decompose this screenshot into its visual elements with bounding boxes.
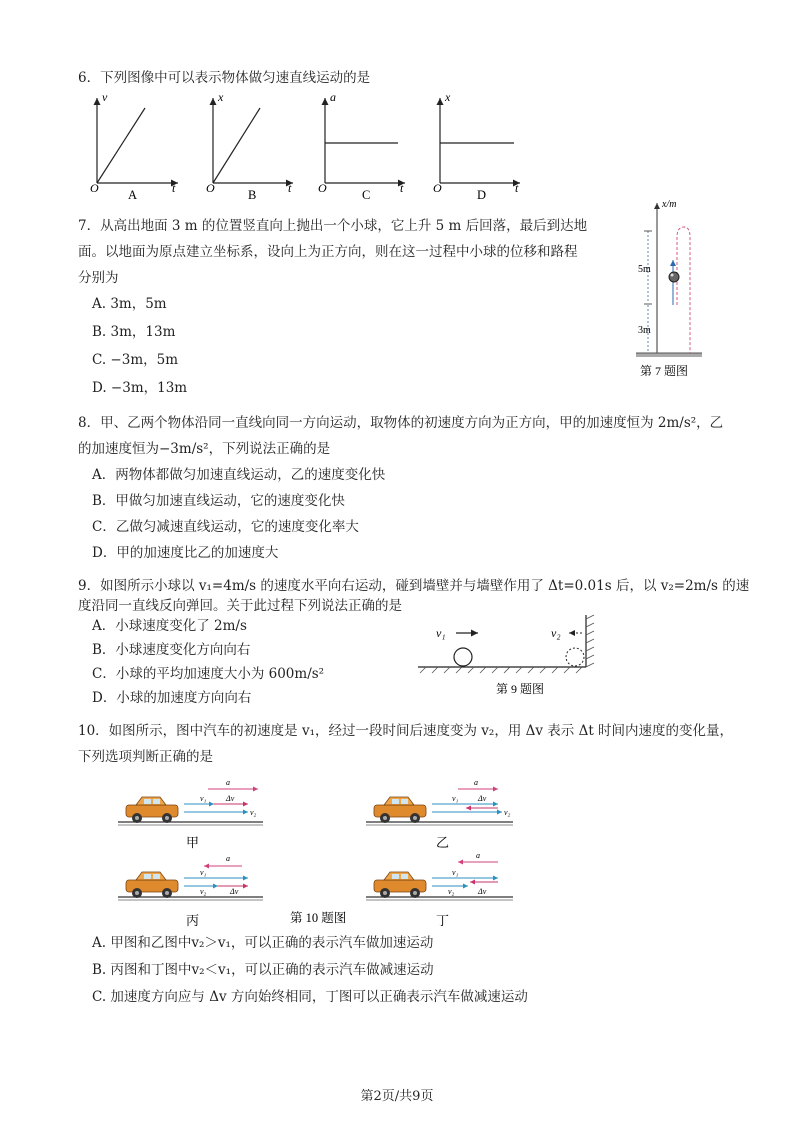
panel-bing xyxy=(118,854,263,928)
graph-c-xlabel: t xyxy=(400,181,404,195)
graph-b-xlabel: t xyxy=(288,181,292,195)
q7-caption: 第 7 题图 xyxy=(640,364,689,378)
graph-b-option: B xyxy=(248,188,257,202)
svg-text:v₂: v₂ xyxy=(504,808,511,817)
page-footer: 第2页/共9页 xyxy=(360,1089,434,1104)
q9-option-c: C．小球的平均加速度大小为 600m/s² xyxy=(92,666,325,682)
q10-line1: 10．如图所示，图中汽车的初速度是 v₁，经过一段时间后速度变为 v₂，用 Δv 表示 Δt 时间内速度的变化量， xyxy=(78,723,734,739)
q9-figure xyxy=(418,615,618,705)
graph-c-origin: O xyxy=(318,181,327,195)
graph-d-option: D xyxy=(477,188,487,202)
q7-option-c: C. −3m，5m xyxy=(92,352,179,368)
panel-bing-label: 丙 xyxy=(186,913,200,928)
q7-upper-label: 5m xyxy=(638,264,651,275)
q8-line1: 8．甲、乙两个物体沿同一直线向同一方向运动，取物体的初速度方向为正方向，甲的加速度恒为 2m/s²，乙 xyxy=(78,415,724,431)
graph-b-ylabel: x xyxy=(218,90,224,104)
graph-c-option: C xyxy=(362,188,371,202)
panel-ding xyxy=(366,851,513,928)
graph-b xyxy=(206,90,293,202)
q7-figure xyxy=(632,195,712,385)
q8-line2: 的加速度恒为−3m/s²，下列说法正确的是 xyxy=(78,441,331,457)
svg-text:Δv: Δv xyxy=(478,887,487,896)
q8-option-b: B．甲做匀加速直线运动，它的速度变化快 xyxy=(92,493,345,509)
q8-option-c: C．乙做匀减速直线运动，它的速度变化率大 xyxy=(92,519,359,535)
panel-jia-label: 甲 xyxy=(186,835,200,850)
graph-b-origin: O xyxy=(206,181,215,195)
graph-d-ylabel: x xyxy=(445,90,451,104)
q6-graphs xyxy=(0,88,794,208)
graph-a-xlabel: t xyxy=(172,181,176,195)
svg-text:Δv: Δv xyxy=(478,794,487,803)
q10-caption: 第 10 题图 xyxy=(290,911,347,925)
q9-option-a: A．小球速度变化了 2m/s xyxy=(92,618,247,634)
q7-line1: 7．从高出地面 3 m 的位置竖直向上抛出一个小球，它上升 5 m 后回落，最后到达地 xyxy=(78,218,588,234)
q10-line2: 下列选项判断正确的是 xyxy=(78,749,213,765)
svg-text:a: a xyxy=(474,778,478,787)
graph-d-xlabel: t xyxy=(515,181,519,195)
q9-option-d: D．小球的加速度方向向右 xyxy=(92,690,252,706)
svg-text:v₂: v₂ xyxy=(200,887,207,896)
svg-text:a: a xyxy=(226,854,230,863)
q10-option-c: C. 加速度方向应与 Δv 方向始终相同，丁图可以正确表示汽车做减速运动 xyxy=(92,989,528,1005)
svg-text:Δv: Δv xyxy=(230,887,239,896)
svg-text:v₁: v₁ xyxy=(452,868,459,877)
graph-c xyxy=(318,90,405,202)
q9-line2: 度沿同一直线反向弹回。关于此过程下列说法正确的是 xyxy=(78,598,402,614)
q10-figure xyxy=(118,770,538,930)
graph-c-ylabel: a xyxy=(330,90,336,104)
q9-option-b: B．小球速度变化方向向右 xyxy=(92,642,251,658)
q7-line2: 面。以地面为原点建立坐标系，设向上为正方向，则在这一过程中小球的位移和路程 xyxy=(78,244,578,260)
graph-a-ylabel: v xyxy=(102,90,108,104)
svg-text:v₁: v₁ xyxy=(200,868,207,877)
q7-option-b: B. 3m，13m xyxy=(92,324,176,340)
q8-option-a: A．两物体都做匀加速直线运动，乙的速度变化快 xyxy=(92,467,386,483)
svg-text:v₂: v₂ xyxy=(448,887,455,896)
q10-option-b: B. 丙图和丁图中v₂＜v₁，可以正确的表示汽车做减速运动 xyxy=(92,962,434,978)
q7-option-d: D. −3m，13m xyxy=(92,380,188,396)
svg-text:v₁: v₁ xyxy=(200,794,207,803)
q10-option-a: A. 甲图和乙图中v₂＞v₁，可以正确的表示汽车做加速运动 xyxy=(92,935,434,951)
panel-jia xyxy=(118,778,263,850)
q9-line1: 9．如图所示小球以 v₁=4m/s 的速度水平向右运动，碰到墙壁并与墙壁作用了 Δt=0.01s 后，以 v₂=2m/s 的速 xyxy=(78,578,750,594)
q8-option-d: D．甲的加速度比乙的加速度大 xyxy=(92,545,279,561)
graph-a xyxy=(90,90,178,202)
q9-v1-label: v₁ xyxy=(436,626,446,640)
panel-yi-label: 乙 xyxy=(436,835,450,850)
q9-v2-label: v₂ xyxy=(551,626,561,640)
panel-ding-label: 丁 xyxy=(436,913,450,928)
svg-text:v₁: v₁ xyxy=(452,794,459,803)
graph-d-origin: O xyxy=(433,181,442,195)
q7-lower-label: 3m xyxy=(638,325,651,336)
svg-text:Δv: Δv xyxy=(226,794,235,803)
graph-a-origin: O xyxy=(90,181,99,195)
panel-yi xyxy=(366,778,513,850)
svg-text:a: a xyxy=(476,851,480,860)
graph-d xyxy=(433,90,520,202)
svg-text:a: a xyxy=(226,778,230,787)
q7-line3: 分别为 xyxy=(78,270,119,286)
q6-stem: 6．下列图像中可以表示物体做匀速直线运动的是 xyxy=(78,70,371,86)
q7-axis-label: x/m xyxy=(662,199,677,210)
graph-a-option: A xyxy=(128,188,138,202)
q9-caption: 第 9 题图 xyxy=(496,682,545,696)
svg-text:v₂: v₂ xyxy=(250,808,257,817)
q7-option-a: A. 3m，5m xyxy=(92,296,167,312)
